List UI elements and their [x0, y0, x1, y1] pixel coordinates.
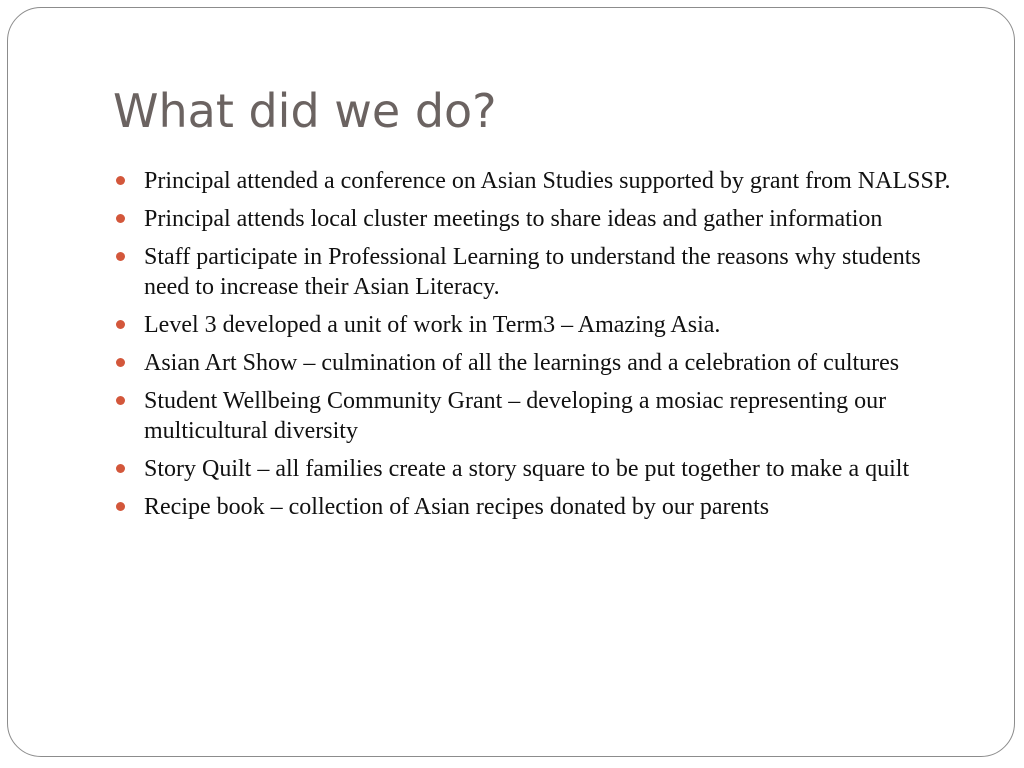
bullet-icon: [116, 176, 125, 185]
bullet-item: [116, 204, 966, 234]
bullet-text: Student Wellbeing Community Grant – developing a mosiac representing our multicultural diversity: [144, 388, 887, 444]
bullet-icon: [116, 502, 125, 511]
bullet-item: [116, 242, 966, 302]
bullet-icon: [116, 252, 125, 261]
bullet-text: Principal attends local cluster meetings to share ideas and gather information: [144, 206, 883, 232]
bullet-text: Story Quilt – all families create a story square to be put together to make a quilt: [144, 456, 910, 482]
bullet-text: Asian Art Show – culmination of all the learnings and a celebration of cultures: [144, 350, 900, 376]
bullet-icon: [116, 320, 125, 329]
bullet-item: [116, 454, 966, 484]
slide-title: What did we do?: [113, 84, 497, 138]
bullet-text: Staff participate in Professional Learning to understand the reasons why students need to increase their Asian Literacy.: [144, 244, 921, 300]
bullet-item: [116, 386, 966, 446]
bullet-list: [116, 166, 966, 530]
bullet-icon: [116, 464, 125, 473]
bullet-icon: [116, 214, 125, 223]
bullet-icon: [116, 396, 125, 405]
bullet-text: Recipe book – collection of Asian recipes donated by our parents: [144, 494, 770, 520]
bullet-icon: [116, 358, 125, 367]
bullet-item: [116, 310, 966, 340]
bullet-text: Level 3 developed a unit of work in Term3 – Amazing Asia.: [144, 312, 721, 338]
bullet-item: [116, 348, 966, 378]
bullet-item: [116, 166, 966, 196]
bullet-item: [116, 492, 966, 522]
bullet-text: Principal attended a conference on Asian Studies supported by grant from NALSSP.: [144, 168, 951, 194]
